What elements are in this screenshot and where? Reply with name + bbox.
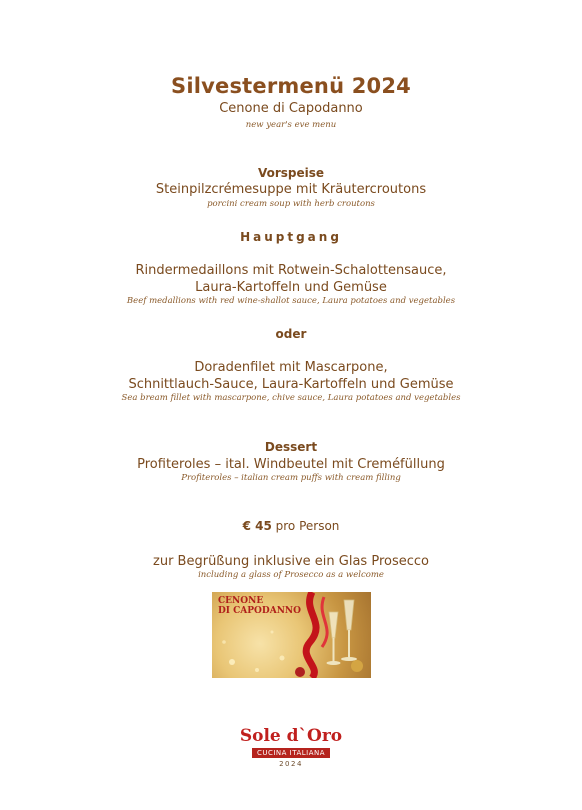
page-subtitle: Cenone di Capodanno [219,101,363,116]
logo-name: Sole d`Oro [239,726,343,746]
dessert-dish-en: Profiteroles – italian cream puffs with cream filling [181,473,401,483]
dessert-dish: Profiteroles – ital. Windbeutel mit Creméfüllung [137,457,445,472]
price-per: pro Person [275,519,340,533]
hauptgang-option1-en: Beef medallions with red wine-shallot sauce, Laura potatoes and vegetables [126,296,456,306]
welcome-text-en: including a glass of Prosecco as a welcome [198,570,384,580]
price-line [0,519,582,533]
hauptgang-option2-line2: Schnittlauch-Sauce, Laura-Kartoffeln und Gemüse [128,377,454,392]
image-caption [218,596,301,616]
image-caption-line1: CENONE [218,596,264,606]
page-title: Silvestermenü 2024 [171,74,411,98]
page-subtitle-en: new year's eve menu [245,120,337,130]
hauptgang-option1-line2: Laura-Kartoffeln und Gemüse [195,280,387,295]
price-amount: € 45 [242,519,272,533]
logo-tagline: CUCINA ITALIANA [252,748,330,758]
welcome-text: zur Begrüßung inklusive ein Glas Prosecco [153,554,429,569]
logo-year: 2024 [279,760,303,768]
vorspeise-dish: Steinpilzcrémesuppe mit Kräutercroutons [155,182,427,197]
hauptgang-option2-en: Sea bream fillet with mascarpone, chive sauce, Laura potatoes and vegetables [121,393,461,403]
hauptgang-option1-line1: Rindermedaillons mit Rotwein-Schalottensauce, [135,263,447,278]
hauptgang-option2-line1: Doradenfilet mit Mascarpone, [194,360,388,375]
dessert-heading: Dessert [264,440,318,454]
image-caption-line2: DI CAPODANNO [218,606,301,616]
vorspeise-dish-en: porcini cream soup with herb croutons [207,199,375,209]
hauptgang-heading: Hauptgang [240,230,342,244]
or-label: oder [275,327,307,341]
vorspeise-heading: Vorspeise [257,166,325,180]
festive-image [212,592,371,678]
